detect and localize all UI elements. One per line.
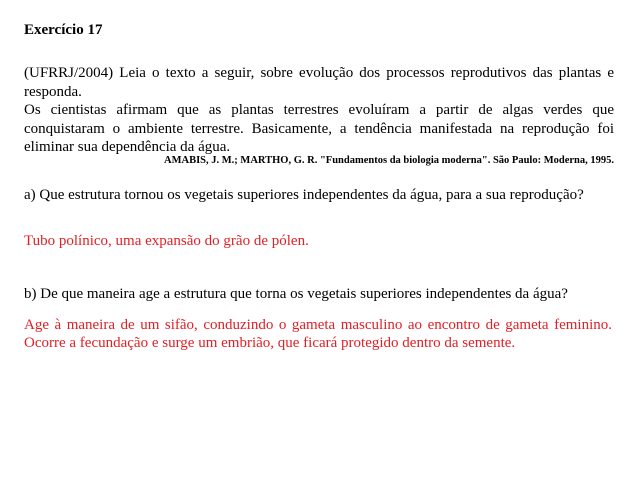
source-text: Os cientistas afirmam que as plantas terrestres evoluíram a partir de algas verdes que conquistaram o ambiente terrestre. Basicamente, a tendência manifestada na reprodução foi eliminar sua dependência da água. <box>24 102 614 155</box>
question-b: b) De que maneira age a estrutura que torna os vegetais superiores independentes da água? <box>24 286 568 302</box>
question-a: a) Que estrutura tornou os vegetais superiores independentes da água, para a sua reprodução? <box>24 187 584 203</box>
answer-a: Tubo polínico, uma expansão do grão de pólen. <box>24 233 309 249</box>
answer-b: Age à maneira de um sifão, conduzindo o gameta masculino ao encontro de gameta feminino. Ocorre a fecundação e surge um embrião, que ficará protegido dentro da semente. <box>24 317 612 351</box>
exercise-intro: (UFRRJ/2004) Leia o texto a seguir, sobre evolução dos processos reprodutivos das plantas e responda. <box>24 65 614 100</box>
source-citation: AMABIS, J. M.; MARTHO, G. R. "Fundamentos da biologia moderna". São Paulo: Moderna, 1995. <box>164 155 614 166</box>
exercise-title: Exercício 17 <box>24 22 103 38</box>
